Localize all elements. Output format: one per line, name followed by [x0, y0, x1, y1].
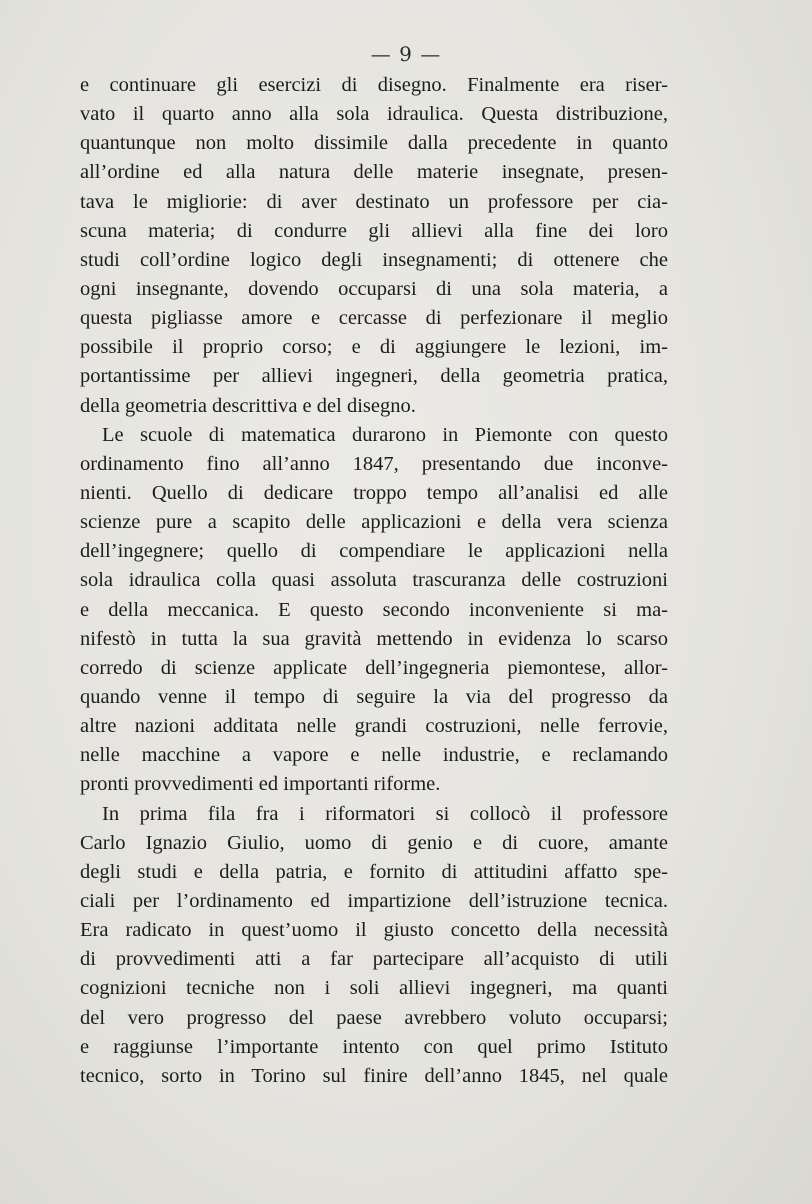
- text-line: corredo di scienze applicate dell’ingegneria piemontese, allor-: [80, 656, 668, 679]
- text-line: cognizioni tecniche non i soli allievi ingegneri, ma quanti: [80, 977, 668, 1000]
- text-line: Le scuole di matematica durarono in Piemonte con questo: [102, 423, 668, 446]
- text-line: vato il quarto anno alla sola idraulica. Questa distribuzione,: [80, 103, 668, 126]
- page-number: — 9 —: [370, 42, 442, 66]
- text-line: nifestò in tutta la sua gravità mettendo in evidenza lo scarso: [80, 627, 668, 650]
- text-line: ogni insegnante, dovendo occuparsi di una sola materia, a: [80, 277, 668, 300]
- text-line: del vero progresso del paese avrebbero voluto occuparsi;: [80, 1006, 668, 1029]
- paragraph: [80, 71, 668, 421]
- text-line: studi coll’ordine logico degli insegnamenti; di ottenere che: [80, 248, 668, 271]
- text-line: e della meccanica. E questo secondo inconveniente si ma-: [80, 598, 668, 621]
- text-line: tava le migliorie: di aver destinato un professore per cia-: [80, 190, 668, 213]
- text-line: della geometria descrittiva e del disegno.: [80, 394, 416, 417]
- text-line: In prima fila fra i riformatori si collocò il professore: [102, 802, 668, 825]
- text-line: scienze pure a scapito delle applicazioni e della vera scienza: [80, 511, 668, 534]
- text-line: questa pigliasse amore e cercasse di perfezionare il meglio: [80, 307, 668, 330]
- text-line: quantunque non molto dissimile dalla precedente in quanto: [80, 132, 668, 155]
- text-line: dell’ingegnere; quello di compendiare le applicazioni nella: [80, 540, 668, 563]
- text-line: Era radicato in quest’uomo il giusto concetto della necessità: [80, 919, 668, 942]
- text-line: e raggiunse l’importante intento con quel primo Istituto: [80, 1035, 668, 1058]
- text-line: ciali per l’ordinamento ed impartizione dell’istruzione tecnica.: [80, 889, 668, 912]
- text-line: Carlo Ignazio Giulio, uomo di genio e di cuore, amante: [80, 831, 668, 854]
- body-text: [80, 71, 668, 1091]
- text-line: altre nazioni additata nelle grandi costruzioni, nelle ferrovie,: [80, 715, 668, 738]
- text-line: nelle macchine a vapore e nelle industrie, e reclamando: [80, 744, 668, 767]
- text-line: di provvedimenti atti a far partecipare all’acquisto di utili: [80, 948, 668, 971]
- text-line: pronti provvedimenti ed importanti riforme.: [80, 773, 441, 796]
- text-line: scuna materia; di condurre gli allievi alla fine dei loro: [80, 219, 668, 242]
- text-line: portantissime per allievi ingegneri, della geometria pratica,: [80, 365, 668, 388]
- text-line: tecnico, sorto in Torino sul finire dell’anno 1845, nel quale: [80, 1064, 668, 1087]
- text-line: quando venne il tempo di seguire la via del progresso da: [80, 685, 668, 708]
- text-line: sola idraulica colla quasi assoluta trascuranza delle costruzioni: [80, 569, 668, 592]
- text-line: e continuare gli esercizi di disegno. Finalmente era riser-: [80, 74, 668, 96]
- text-line: ordinamento fino all’anno 1847, presentando due inconve-: [80, 452, 668, 475]
- text-line: possibile il proprio corso; e di aggiungere le lezioni, im-: [80, 336, 668, 359]
- text-line: degli studi e della patria, e fornito di attitudini affatto spe-: [80, 860, 668, 883]
- text-line: nienti. Quello di dedicare troppo tempo all’analisi ed alle: [80, 481, 668, 504]
- paragraph: [80, 800, 668, 1091]
- text-line: all’ordine ed alla natura delle materie insegnate, presen-: [80, 161, 668, 184]
- paragraph: [80, 421, 668, 800]
